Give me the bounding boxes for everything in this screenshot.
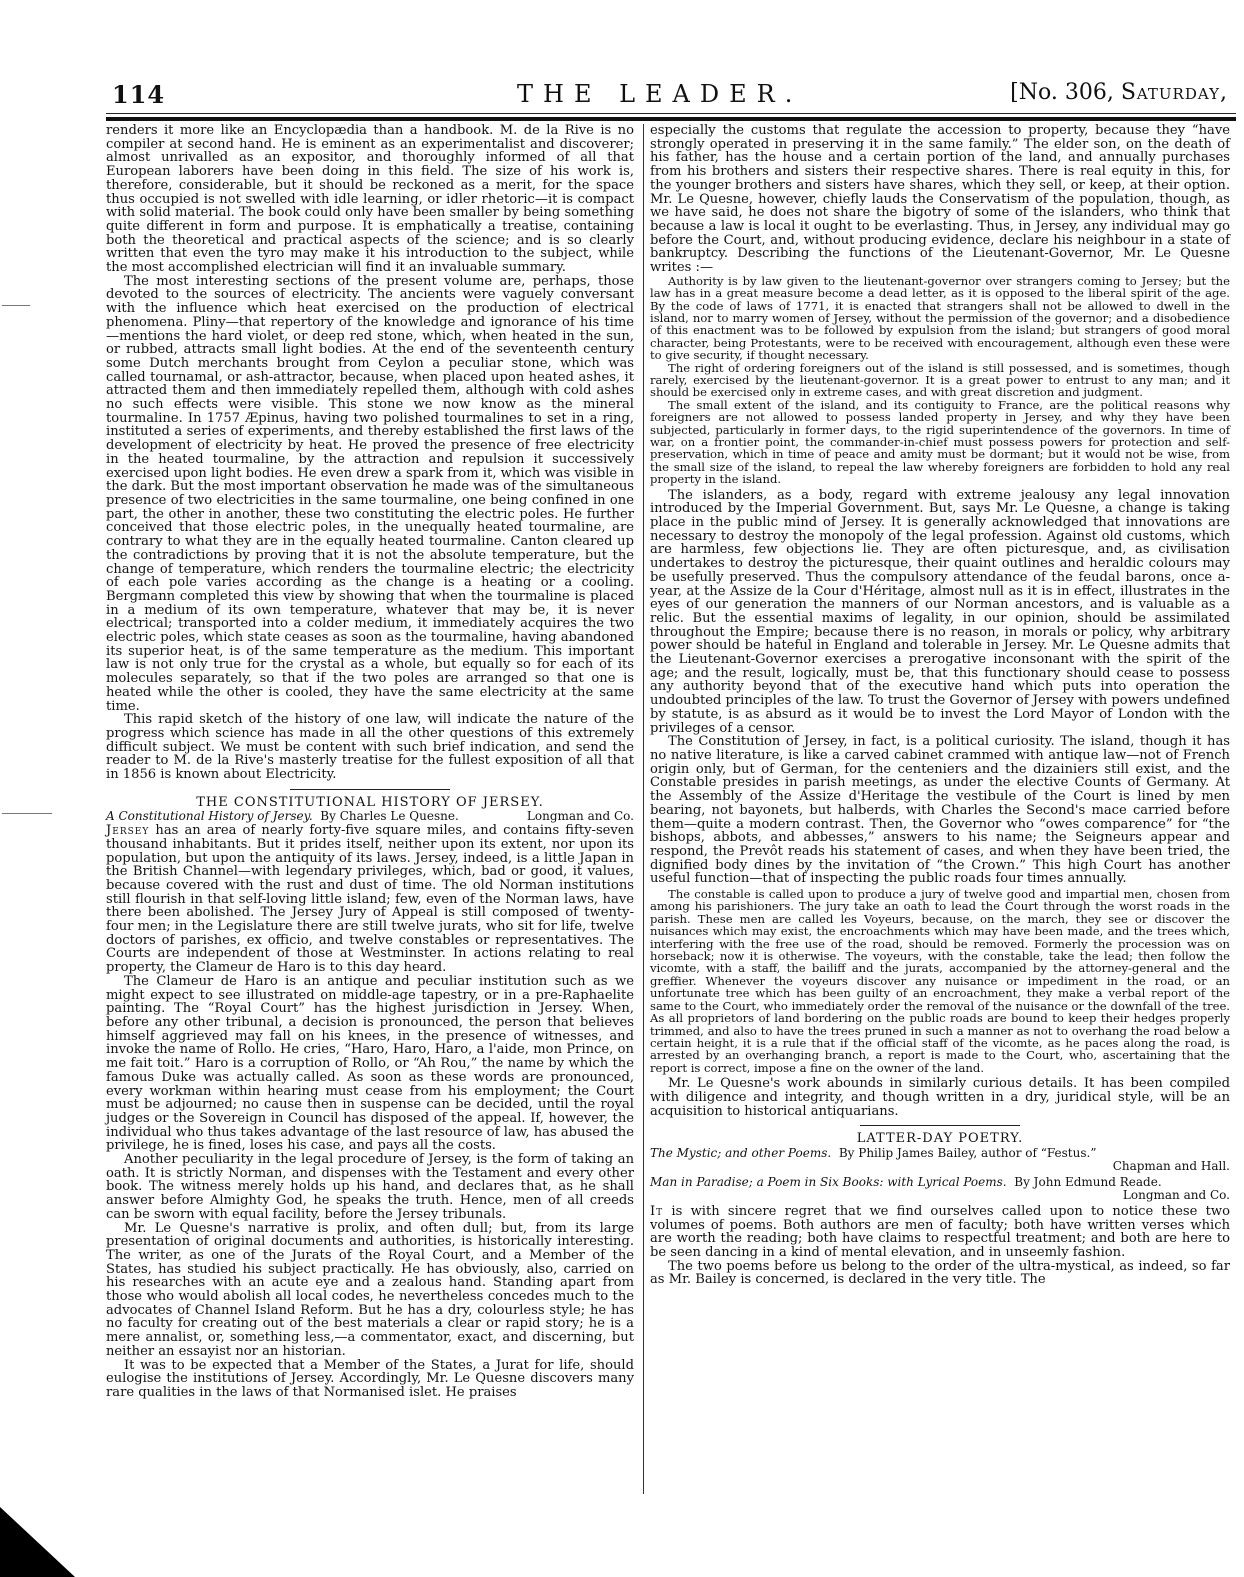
paragraph-text: has an area of nearly forty-five square miles, and contains fifty-seven thousand inhabitants. But it prides itself, neither upon its extent, nor upon its population, but upon the antiquity of its laws. Jersey, indeed, is a little Japan in the British Channel—with legendary privileges, which, bad or good, it values, because covered with the rust and dust of time. The old Norman institutions still flourish in that self-loving little island; few, even of the Norman laws, have there been abolished. The Jersey Jury of Appeal is still composed of twenty-four men; in the Legislature there are still twelve jurats, who sit for life, twelve doctors of parishes, ex officio, and twelve constables or representatives. The Courts are independent of those at Westminster. In actions relating to real property, the Clameur de Haro is to this day heard.: [106, 823, 634, 976]
paragraph: The most interesting sections of the present volume are, perhaps, those devoted to the sources of electricity. The ancients were vaguely conversant with the influence which heat exercised on the production of electrical phenomena. Pliny—that repertory of the knowledge and ignorance of his time—mentions the hard violet, or deep red stone, which, when heated in the sun, or rubbed, attracts small light bodies. At the end of the seventeenth century some Dutch merchants brought from Ceylon a peculiar stone, which was called tournamal, or ash-attractor, because, when placed upon heated ashes, it attracted them and then immediately repelled them, although with cold ashes no such effects were visible. This stone we now know as the mineral tourmaline. In 1757 Æpinus, having two polished tourmalines to set in a ring, instituted a series of experiments, and thereby established the first laws of the development of electricity by heat. He proved the presence of free electricity in the heated tourmaline, by the attraction and repulsion it successively exercised upon light bodies. He even drew a spark from it, which was visible in the dark. But the most important observation he made was of the simultaneous presence of two electricities in the same tourmaline, one being confined in one part, the other in another, these two constituting the electric poles. He further conceived that those electric poles, in the unequally heated tourmaline, are contrary to what they are in the equally heated tourmaline. Canton cleared up the contradictions by proving that it is not the absolute temperature, but the change of temperature, which renders the tourmaline electric; the electricity of each pole varies according as the change is a heating or a cooling. Bergmann completed this view by showing that when the tourmaline is placed in a medium of its own temperature, whatever that may be, it is never electrical; transported into a colder medium, it immediately acquires the two electric poles, which state ceases as soon as the tourmaline, having abandoned its superior heat, is of the same temperature as the medium. This important law is not only true for the crystal as a whole, but equally so for each of its molecules separately, so that if the two poles are arranged so that one is heated while the other is cooled, they have the same electricity at the same time.: [106, 273, 634, 714]
block-quote: [650, 275, 1230, 486]
book-title: Man in Paradise; a Poem in Six Books: with Lyrical Poems.: [650, 1174, 1007, 1189]
block-quote-roads: [650, 888, 1230, 1074]
poetry-review: [650, 1132, 1230, 1287]
paragraph: It was to be expected that a Member of the States, a Jurat for life, should eulogise the institutions of Jersey. Accordingly, Mr. Le Quesne discovers many rare qualities in the laws of that Normanised islet. He praises: [106, 1357, 634, 1400]
section-separator: [290, 789, 450, 790]
margin-mark: [2, 305, 30, 306]
paragraph: The Constitution of Jersey, in fact, is a political curiosity. The island, though it has no native literature, is like a carved cabinet crammed with antique law—not of French origin only, but of German, for the centeniers and the dizainiers still exist, and the Constable presides in parish meetings, as under the elective Counts of Germany. At the Assembly of the Assize d'Heritage the vestibule of the Court is lined by men bearing, not bayonets, but halberds, with Charles the Second's mace carried before them—quite a modern contrast. Then, the Governor who “owes comparence” for “the bishops, abbots, and abbesses,” answers to his name; the Seigneurs appear and respond, the Prevôt reads his statement of cases, and when they have been tried, the dignified body dines by the invitation of “the Crown.” This high Court has another useful function—that of inspecting the public roads four times annually.: [650, 734, 1230, 887]
electricity-review: [106, 124, 634, 782]
book-publisher: Longman and Co.: [526, 809, 634, 824]
column-divider: [643, 124, 644, 1494]
right-column: [650, 124, 1230, 1287]
margin-mark: [2, 813, 52, 814]
paragraph: This rapid sketch of the history of one law, will indicate the nature of the progress which science has made in all the other questions of this extremely difficult subject. We must be content with such brief indication, and send the reader to M. de la Rive's masterly treatise for the fullest exposition of all that in 1856 is known about Electricity.: [106, 712, 634, 783]
section-separator: [860, 1125, 1020, 1126]
jersey-review: [106, 796, 634, 1400]
lead-word: Jersey: [106, 823, 150, 839]
paragraph: The two poems before us belong to the order of the ultra-mystical, as indeed, so far as Mr. Bailey is concerned, is declared in the very title. The: [650, 1258, 1230, 1288]
paragraph: [106, 824, 634, 975]
section-heading: LATTER-DAY POETRY.: [856, 1131, 1024, 1147]
scan-smudge: [0, 1507, 75, 1577]
quote-paragraph: The constable is called upon to produce a jury of twelve good and impartial men, chosen from among his parishioners. The jury take an oath to lead the Court through the worst roads in the parish. These men are called les Voyeurs, because, on the march, they see or discover the nuisances which may exist, the encroachments which may have been made, and the trees which, interfering with the free use of the road, should be removed. Formerly the procession was on horseback; now it is otherwise. The voyeurs, with the constable, take the lead; then follow the vicomte, with a staff, the bailiff and the jurats, accompanied by the attorney-general and the greffier. Whenever the voyeurs discover any nuisance or impediment in the road, or an unfortunate tree which has been guilty of an encroachment, they make a verbal report of the same to the Court, who immediately order the removal of the nuisance or the downfall of the tree. As all proprietors of land bordering on the public roads are bound to keep their hedges properly trimmed, and also to have the trees pruned in such a manner as not to overhang the road below a certain height, it is a rule that if the official staff of the vicomte, as he paces along the road, is arrested by an overhanging branch, a report is made to the Court, who, ascertaining that the report is correct, impose a fine on the owner of the land.: [650, 887, 1230, 1075]
book-author: By Charles Le Quesne.: [320, 809, 459, 824]
book-citation: [650, 1176, 1230, 1202]
masthead: [112, 80, 1228, 110]
paragraph: Mr. Le Quesne's work abounds in similarly curious details. It has been compiled with diligence and integrity, and though written in a dry, juridical style, will be an acquisition to historical antiquarians.: [650, 1076, 1230, 1119]
book-author: By Philip James Bailey, author of “Festus.”: [838, 1145, 1097, 1160]
book-citation: [106, 810, 634, 824]
book-title: A Constitutional History of Jersey.: [106, 809, 313, 824]
book-publisher: Longman and Co.: [1122, 1187, 1230, 1202]
paragraph: Mr. Le Quesne's narrative is prolix, and often dull; but, from its large presentation of original documents and authorities, is historically interesting. The writer, as one of the Jurats of the Royal Court, and a Member of the States, has studied his subject practically. He has obviously, also, carried on his researches with an acute eye and a zealous hand. Standing apart from those who would abolish all local codes, he nevertheless concedes much to the advocates of Channel Island Reform. But he has a dry, colourless style; he has no faculty for creating out of the best materials a clear or rapid story; he is a mere annalist, or, something less,—a commentator, exact, and discerning, but neither an essayist nor an historian.: [106, 1220, 634, 1359]
book-title: The Mystic; and other Poems.: [650, 1145, 832, 1160]
book-publisher: Chapman and Hall.: [1112, 1158, 1230, 1173]
book-author: By John Edmund Reade.: [1014, 1174, 1162, 1189]
paragraph: [650, 1205, 1230, 1260]
paragraph: renders it more like an Encyclopædia than a handbook. M. de la Rive is no compiler at second hand. He is eminent as an experimentalist and discoverer; almost unrivalled as an expositor, and thoroughly informed of all that European laborers have been doing in this field. The size of his work is, therefore, considerable, but it should be reckoned as a merit, for the space thus occupied is not swelled with idle learning, or idler rhetoric—it is compact with solid material. The book could only have been smaller by being something quite different in form and purpose. It is emphatically a treatise, containing both the theoretical and practical aspects of the science; and is so clearly written that even the tyro may make it his introduction to the subject, while the most accomplished electrician will find it an invaluable summary.: [106, 123, 634, 276]
left-column: [106, 124, 634, 1400]
paragraph: especially the customs that regulate the accession to property, because they “have strongly operated in preserving it in the same family.” The elder son, on the death of his father, has the house and a certain portion of the land, and annually purchases from his brothers and sisters their respective shares. There is real equity in this, for the younger brothers and sisters have shares, which they sell, or keep, at their option. Mr. Le Quesne, however, chiefly lauds the Conservatism of the population, though, as we have said, he does not share the bigotry of some of the islanders, who think that because a law is local it ought to be everlasting. Thus, in Jersey, any individual may go before the Court, and, without producing evidence, declare his neighbour in a state of bankruptcy. Describing the functions of the Lieutenant-Governor, Mr. Le Quesne writes :—: [650, 123, 1230, 276]
quote-paragraph: The small extent of the island, and its contiguity to France, are the political reasons why foreigners are not allowed to possess landed property in Jersey, and why they have been subjected, particularly in former days, to the rigid superintendence of the governors. In time of war, on a frontier point, the commander-in-chief must possess powers for protection and self-preservation, which in time of peace and amity must be dormant; but it would not be wise, from the small size of the island, to repeal the law whereby foreigners are forbidden to hold any real property in the island.: [650, 397, 1230, 487]
issue-number: [No. 306,: [1010, 80, 1121, 105]
issue-day: Saturday,: [1120, 80, 1228, 105]
section-heading: THE CONSTITUTIONAL HISTORY OF JERSEY.: [196, 794, 544, 810]
quote-paragraph: Authority is by law given to the lieutenant-governor over strangers coming to Jersey; but the law has in a great measure become a dead letter, as it is opposed to the liberal spirit of the age. By the code of laws of 1771, it is enacted that strangers shall not be allowed to dwell in the island, nor to marry women of Jersey, without the permission of the governor; and a disobedience of this enactment was to be followed by expulsion from the island; but strangers of good moral character, being Protestants, were to be received with encouragement, although even these were to give security, if thought necessary.: [650, 273, 1230, 363]
newspaper-title: THE LEADER.: [517, 80, 803, 108]
lead-word: It: [650, 1203, 664, 1219]
masthead-rule-thick: [106, 117, 1236, 121]
paragraph: Another peculiarity in the legal procedure of Jersey, is the form of taking an oath. It is strictly Norman, and dispenses with the Testament and every other book. The witness merely holds up his hand, and declares that, as he shall answer before Almighty God, he speaks the truth. Hence, men of all creeds can be sworn with equal facility, before the Jersey tribunals.: [106, 1152, 634, 1222]
page-number: 114: [112, 80, 166, 109]
paragraph: The islanders, as a body, regard with extreme jealousy any legal innovation introduced by the Imperial Government. But, says Mr. Le Quesne, a change is taking place in the public mind of Jersey. It is generally acknowledged that innovations are necessary to destroy the monopoly of the legal profession. Against old customs, which are harmless, few objections lie. They are often picturesque, and, as civilisation undertakes to destroy the picturesque, their quaint outlines and heraldic colours may be usefully preserved. Thus the compulsory attendance of the feudal barons, once a-year, at the Assize de la Cour d'Héritage, almost null as it is in effect, illustrates in the eyes of our generation the manners of our Norman ancestors, and is valuable as a relic. But the essential maxims of legality, in our opinion, should be assimilated throughout the Empire; because there is no reason, in morals or policy, why arbitrary power should be hateful in England and tolerable in Jersey. Mr. Le Quesne admits that the Lieutenant-Governor exercises a prerogative inconsonant with the spirit of the age; and the result, logically, must be, that this functionary should cease to possess any authority beyond that of the executive hand which puts into operation the undoubted principles of the law. To trust the Governor of Jersey with powers undefined by statute, is as absurd as it would be to invest the Lord Mayor of London with the privileges of a censor.: [650, 487, 1230, 736]
paragraph-text: is with sincere regret that we find ourselves called upon to notice these two volumes of poems. Both authors are men of faculty; both have written verses which are worth the reading; both have claims to respectful treatment; and both are here to be seen dancing in a kind of mental elevation, and in unseemly fashion.: [650, 1203, 1230, 1261]
quote-paragraph: The right of ordering foreigners out of the island is still possessed, and is sometimes, though rarely, exercised by the lieutenant-governor. It is a great power to entrust to any man; and it should be exercised only in extreme cases, and with great discretion and judgment.: [650, 360, 1230, 400]
issue-info: [1010, 80, 1228, 105]
masthead-rule-thin: [106, 113, 1236, 114]
paragraph: The Clameur de Haro is an antique and peculiar institution such as we might expect to see illustrated on middle-age tapestry, or in a pre-Raphaelite painting. The “Royal Court” has the highest jurisdiction in Jersey. When, before any other tribunal, a decision is pronounced, the person that believes himself aggrieved may fall on his knees, in the presence of witnesses, and invoke the name of Rollo. He cries, “Haro, Haro, Haro, a l'aide, mon Prince, on me fait toit.” Haro is a corruption of Rollo, or “Ah Rou,” the name by which the famous Duke was actually called. As soon as these words are pronounced, every workman within hearing must cease from his employment; the Court must be adjourned; no cause then in suspense can be decided, until the royal judges or the Sovereign in Council has disposed of the appeal. If, however, the individual who thus takes advantage of the last resource of law, has abused the privilege, he is fined, loses his case, and pays all the costs.: [106, 973, 634, 1154]
book-citation: [650, 1147, 1230, 1173]
